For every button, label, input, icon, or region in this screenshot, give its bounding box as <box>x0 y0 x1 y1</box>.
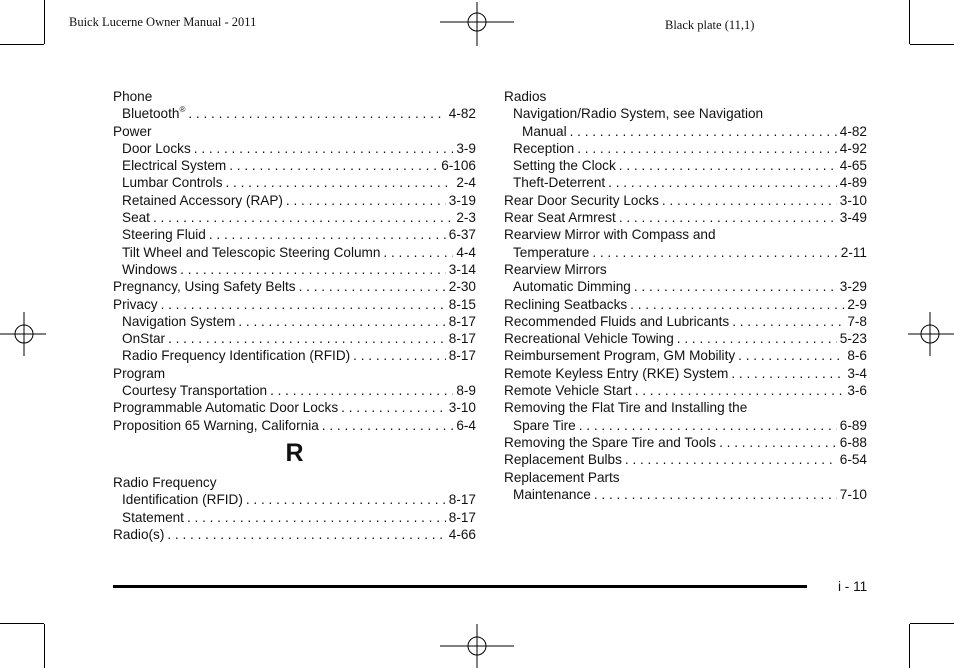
dot-leader <box>246 491 446 508</box>
index-entry <box>504 347 867 364</box>
registered-mark: ® <box>179 104 186 114</box>
dot-leader <box>383 244 453 261</box>
dot-leader <box>594 486 837 503</box>
index-entry-text: Rearview Mirror with Compass and <box>504 227 716 243</box>
index-entry-text: OnStar <box>122 331 166 347</box>
index-entry-page: 3-4 <box>847 365 867 381</box>
dot-leader <box>570 123 837 140</box>
dot-leader <box>299 278 446 295</box>
index-entry <box>113 174 476 191</box>
index-entry-text: Retained Accessory (RAP) <box>122 192 283 208</box>
index-entry <box>504 123 867 140</box>
index-entry-text: Rear Door Security Locks <box>504 192 659 208</box>
index-entry-text: Remote Vehicle Start <box>504 383 632 399</box>
index-entry <box>504 330 867 347</box>
dot-leader <box>677 330 837 347</box>
index-entry-text: Proposition 65 Warning, California <box>113 417 319 433</box>
index-entry-page: 3-19 <box>448 192 476 208</box>
index-entry-text: Radio Frequency <box>113 474 217 490</box>
index-entry <box>113 244 476 261</box>
index-entry-text: Temperature <box>513 244 590 260</box>
index-entry <box>113 192 476 209</box>
index-entry-page: 4-4 <box>456 244 476 260</box>
index-entry <box>113 491 476 508</box>
index-entry-page: 6-54 <box>839 452 867 468</box>
dot-leader <box>341 399 446 416</box>
index-entry-page: 4-66 <box>448 526 476 542</box>
index-entry-text: Reclining Seatbacks <box>504 296 628 312</box>
registration-mark-right <box>908 312 954 356</box>
index-entry-page: 4-89 <box>839 175 867 191</box>
index-entry-text: Maintenance <box>513 486 591 502</box>
index-entry <box>113 365 476 382</box>
dot-leader <box>634 278 837 295</box>
index-entry-page: 5-23 <box>839 331 867 347</box>
index-entry-text: Radios <box>504 89 547 104</box>
dot-leader <box>579 417 837 434</box>
index-entry-page: 2-30 <box>448 279 476 295</box>
index-entry <box>113 296 476 313</box>
index-entry <box>504 296 867 313</box>
index-column-right <box>504 88 867 503</box>
dot-leader <box>619 157 837 174</box>
index-entry-text: Bluetooth® <box>122 104 186 122</box>
dot-leader <box>625 451 837 468</box>
index-entry <box>113 474 476 491</box>
dot-leader <box>635 382 845 399</box>
index-entry-text: Reimbursement Program, GM Mobility <box>504 348 736 364</box>
index-entry <box>504 417 867 434</box>
index-entry-text: Navigation System <box>122 313 236 329</box>
index-entry-text: Navigation/Radio System, see Navigation <box>513 106 764 122</box>
dot-leader <box>732 313 844 330</box>
index-entry-text: Door Locks <box>122 140 191 156</box>
index-entry <box>113 226 476 243</box>
index-entry-text: Steering Fluid <box>122 227 206 243</box>
dot-leader <box>592 244 837 261</box>
index-entry-page: 4-65 <box>839 158 867 174</box>
index-entry-text: Removing the Flat Tire and Installing the <box>504 400 748 416</box>
index-entry <box>113 330 476 347</box>
index-entry <box>504 192 867 209</box>
index-entry-page: 8-9 <box>456 383 476 399</box>
registration-mark-top <box>440 0 514 48</box>
index-entry-text: Power <box>113 123 152 139</box>
index-entry <box>504 140 867 157</box>
index-entry-text: Reception <box>513 140 575 156</box>
index-entry <box>504 399 867 416</box>
index-entry-page: 6-37 <box>448 227 476 243</box>
index-entry-text: Phone <box>113 89 153 104</box>
dot-leader <box>322 417 454 434</box>
index-entry <box>504 434 867 451</box>
index-entry-text: Programmable Automatic Door Locks <box>113 400 339 416</box>
index-entry-page: 7-8 <box>847 313 867 329</box>
index-entry-text: Recreational Vehicle Towing <box>504 331 674 347</box>
index-entry <box>113 509 476 526</box>
header-title: Buick Lucerne Owner Manual - 2011 <box>69 15 257 29</box>
index-entry <box>504 278 867 295</box>
dot-leader <box>187 509 446 526</box>
index-entry-text: Lumbar Controls <box>122 175 223 191</box>
index-entry <box>113 88 476 105</box>
index-entry-page: 3-29 <box>839 279 867 295</box>
index-entry <box>113 278 476 295</box>
index-entry <box>504 469 867 486</box>
index-entry-text: Automatic Dimming <box>513 279 631 295</box>
index-entry-page: 8-17 <box>448 492 476 508</box>
index-entry-page: 8-17 <box>448 348 476 364</box>
index-entry-text: Rear Seat Armrest <box>504 210 616 226</box>
index-entry-page: 8-6 <box>847 348 867 364</box>
index-entry-text: Courtesy Transportation <box>122 383 268 399</box>
index-entry-page: 8-17 <box>448 331 476 347</box>
index-entry <box>113 313 476 330</box>
index-entry <box>113 105 476 122</box>
index-entry-text: Remote Keyless Entry (RKE) System <box>504 365 729 381</box>
index-entry-page: 8-17 <box>448 509 476 525</box>
index-entry-text: Removing the Spare Tire and Tools <box>504 434 717 450</box>
index-entry-page: 3-6 <box>847 383 867 399</box>
index-entry <box>113 417 476 434</box>
index-entry-page: 6-89 <box>839 417 867 433</box>
index-entry-text: Spare Tire <box>513 417 576 433</box>
index-entry-page: 3-10 <box>839 192 867 208</box>
dot-leader <box>719 434 837 451</box>
index-column-left <box>113 88 476 543</box>
index-entry-page: 2-9 <box>847 296 867 312</box>
index-entry-text: Privacy <box>113 296 158 312</box>
index-entry <box>504 382 867 399</box>
index-entry-page: 6-88 <box>839 434 867 450</box>
index-entry <box>504 261 867 278</box>
index-entry-text: Replacement Parts <box>504 469 620 485</box>
index-entry-text: Replacement Bulbs <box>504 452 622 468</box>
index-entry-page: 3-14 <box>448 261 476 277</box>
dot-leader <box>209 226 446 243</box>
index-entry-page: 6-106 <box>441 158 476 174</box>
index-entry-page: 3-49 <box>839 210 867 226</box>
index-entry-page: 6-4 <box>456 417 476 433</box>
index-entry-text: Radio(s) <box>113 526 165 542</box>
index-entry-page: 4-92 <box>839 140 867 156</box>
index-entry-text: Manual <box>522 123 567 139</box>
registration-mark-bottom <box>440 624 514 668</box>
index-entry-page: 2-4 <box>456 175 476 191</box>
index-entry <box>504 174 867 191</box>
index-entry <box>504 88 867 105</box>
index-entry <box>504 244 867 261</box>
index-entry-text: Program <box>113 365 166 381</box>
dot-leader <box>188 105 445 122</box>
index-entry-text: Theft-Deterrent <box>513 175 606 191</box>
registration-mark-left <box>0 312 46 356</box>
header-plate: Black plate (11,1) <box>665 18 755 32</box>
index-entry-page: 7-10 <box>839 486 867 502</box>
index-entry <box>113 347 476 364</box>
dot-leader <box>731 365 844 382</box>
index-entry-text: Identification (RFID) <box>122 492 243 508</box>
index-entry-text: Seat <box>122 210 150 226</box>
index-entry-page: 4-82 <box>448 106 476 122</box>
index-entry-text: Windows <box>122 261 178 277</box>
dot-leader <box>270 382 453 399</box>
dot-leader <box>630 296 844 313</box>
index-entry <box>113 382 476 399</box>
index-entry-page: 4-82 <box>839 123 867 139</box>
index-entry-page: 3-10 <box>448 400 476 416</box>
index-entry <box>504 226 867 243</box>
index-entry-text: Pregnancy, Using Safety Belts <box>113 279 296 295</box>
index-entry-text: Recommended Fluids and Lubricants <box>504 313 730 329</box>
dot-leader <box>161 296 446 313</box>
dot-leader <box>353 347 446 364</box>
index-entry-text: Statement <box>122 509 184 525</box>
dot-leader <box>229 157 438 174</box>
dot-leader <box>238 313 445 330</box>
index-entry-page: 2-11 <box>840 244 867 260</box>
index-entry-text: Electrical System <box>122 158 227 174</box>
index-entry-text: Rearview Mirrors <box>504 261 607 277</box>
index-entry <box>113 526 476 543</box>
index-entry-page: 3-9 <box>456 140 476 156</box>
index-entry-text: Radio Frequency Identification (RFID) <box>122 348 351 364</box>
section-letter: R <box>285 439 304 468</box>
index-entry <box>504 313 867 330</box>
dot-leader <box>662 192 837 209</box>
index-entry <box>504 486 867 503</box>
index-entry <box>113 209 476 226</box>
dot-leader <box>180 261 446 278</box>
index-entry <box>113 123 476 140</box>
index-entry-page: 8-15 <box>448 296 476 312</box>
index-entry-text: Tilt Wheel and Telescopic Steering Column <box>122 244 381 260</box>
dot-leader <box>194 140 454 157</box>
index-entry <box>113 140 476 157</box>
footer-rule <box>113 585 807 588</box>
index-entry <box>504 451 867 468</box>
index-entry-page: 2-3 <box>456 210 476 226</box>
index-entry <box>113 399 476 416</box>
dot-leader <box>608 174 837 191</box>
dot-leader <box>226 174 454 191</box>
index-entry <box>504 209 867 226</box>
dot-leader <box>738 347 844 364</box>
index-entry <box>504 365 867 382</box>
dot-leader <box>619 209 837 226</box>
index-entry <box>113 157 476 174</box>
index-entry <box>504 157 867 174</box>
dot-leader <box>286 192 446 209</box>
dot-leader <box>153 209 453 226</box>
dot-leader <box>577 140 837 157</box>
index-entry-page: 8-17 <box>448 313 476 329</box>
index-entry <box>504 105 867 122</box>
dot-leader <box>167 526 445 543</box>
dot-leader <box>168 330 446 347</box>
page-number: i - 11 <box>838 579 868 594</box>
index-entry-text: Setting the Clock <box>513 158 616 174</box>
index-entry <box>113 261 476 278</box>
